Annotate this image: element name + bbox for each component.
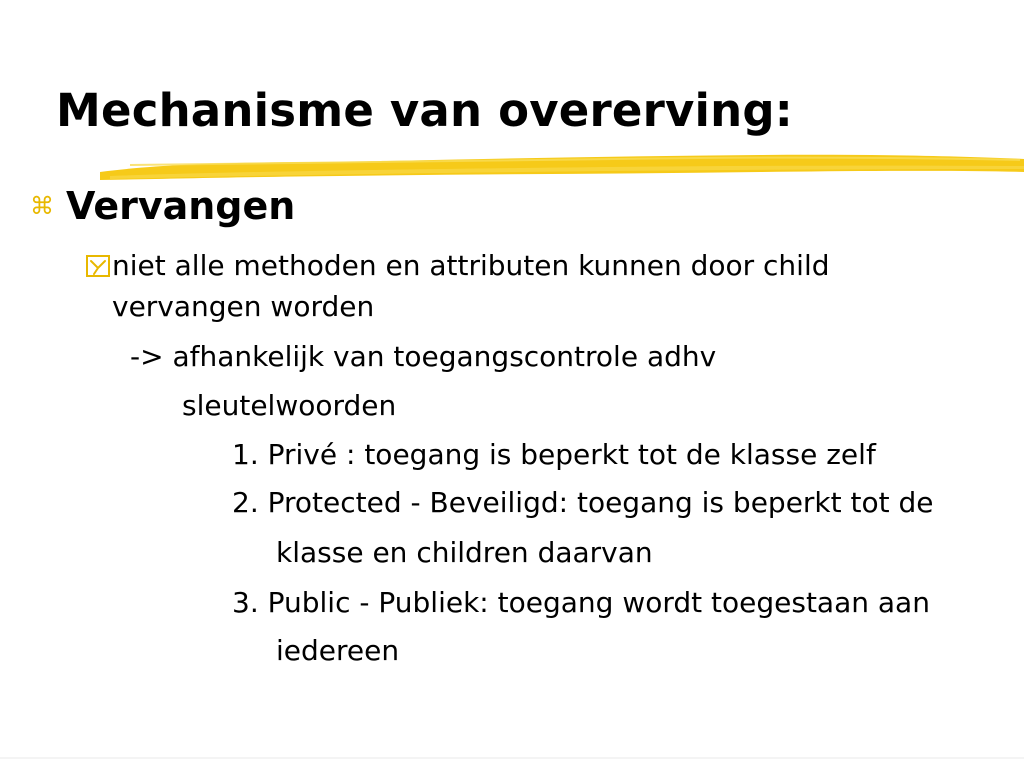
- slide-title: Mechanisme van overerving:: [56, 84, 793, 137]
- bullet-vervangen-label: Vervangen: [66, 184, 296, 228]
- bullet-niet-alle-methoden-line2: vervangen worden: [112, 290, 375, 323]
- body-line-sleutelwoorden: sleutelwoorden: [182, 389, 397, 422]
- bottom-divider: [0, 757, 1024, 759]
- title-underline-brushstroke: [100, 150, 1024, 184]
- list-item-prive: 1. Privé : toegang is beperkt tot de klasse zelf: [232, 438, 876, 471]
- body-line-afhankelijk: -> afhankelijk van toegangscontrole adhv: [130, 340, 717, 373]
- bullet-vervangen: [30, 184, 295, 228]
- bullet-niet-alle-methoden: [84, 249, 830, 282]
- list-item-protected-cont: klasse en children daarvan: [276, 536, 653, 569]
- list-item-public-cont: iedereen: [276, 634, 400, 667]
- bullet-niet-alle-methoden-line1: niet alle methoden en attributen kunnen door child: [112, 249, 830, 282]
- z-bullet-icon: ⌘: [30, 192, 54, 220]
- list-item-protected: 2. Protected - Beveiligd: toegang is beperkt tot de: [232, 486, 934, 519]
- y-box-bullet-icon: [84, 252, 112, 280]
- list-item-public: 3. Public - Publiek: toegang wordt toegestaan aan: [232, 586, 930, 619]
